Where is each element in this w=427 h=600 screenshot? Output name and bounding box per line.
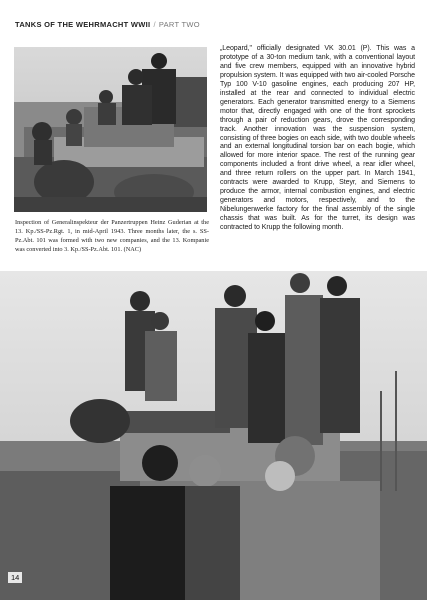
photo-inspection-tank-bottom bbox=[0, 271, 427, 600]
part-label: PART TWO bbox=[158, 20, 200, 29]
header-separator: / bbox=[153, 20, 156, 29]
page-number: 14 bbox=[8, 572, 22, 583]
series-title: TANKS OF THE WEHRMACHT WWII bbox=[15, 20, 151, 29]
photo-caption: Inspection of Generalinspekteur der Panzertruppen Heinz Guderian at the 13. Kp./SS-Pz.Rgt. 1, in mid-April 1943. Three months later, the s. SS-Pz.Abt. 101 was formed with two new companies, and the 13. Kompanie was converted into 3. Kp./SS-Pz.Abt. 101. (NAC) bbox=[15, 219, 209, 253]
article-text: „Leopard," officially designated VK 30.01 (P). This was a prototype of a 30-ton medium tank, with a conventional layout and five crew members, equipped with an innovative hybrid propulsion system. It was equipped with two air-cooled Porsche Typ 100 V-10 gasoline engines, each producing 207 HP, installed at the rear and connected to individual electric generators. Each generator transmitted energy to a Siemens motor that, directly engaged with one of the front sprockets through a pair of reduction gears, drove the corresponding track. Another innovation was the suspension system, consisting of three bogies on each side, with two double wheels and an external longitudinal torsion bar on each bogie, which allowed for more interior space. The rest of the running gear components included a front drive wheel, a rear idler wheel, and three return rollers on the upper part. In March 1941, contracts were awarded to Krupp, Steyr, and Siemens to produce the armor, internal combustion engines, and electric generators and motors, respectively, and to the Nibelungenwerke factory for the final assembly of the single chassis that was built. As for the turret, its design was contracted to Krupp the following month. bbox=[220, 45, 415, 232]
photo-inspection-tank-top bbox=[14, 47, 207, 212]
running-header bbox=[15, 20, 200, 29]
